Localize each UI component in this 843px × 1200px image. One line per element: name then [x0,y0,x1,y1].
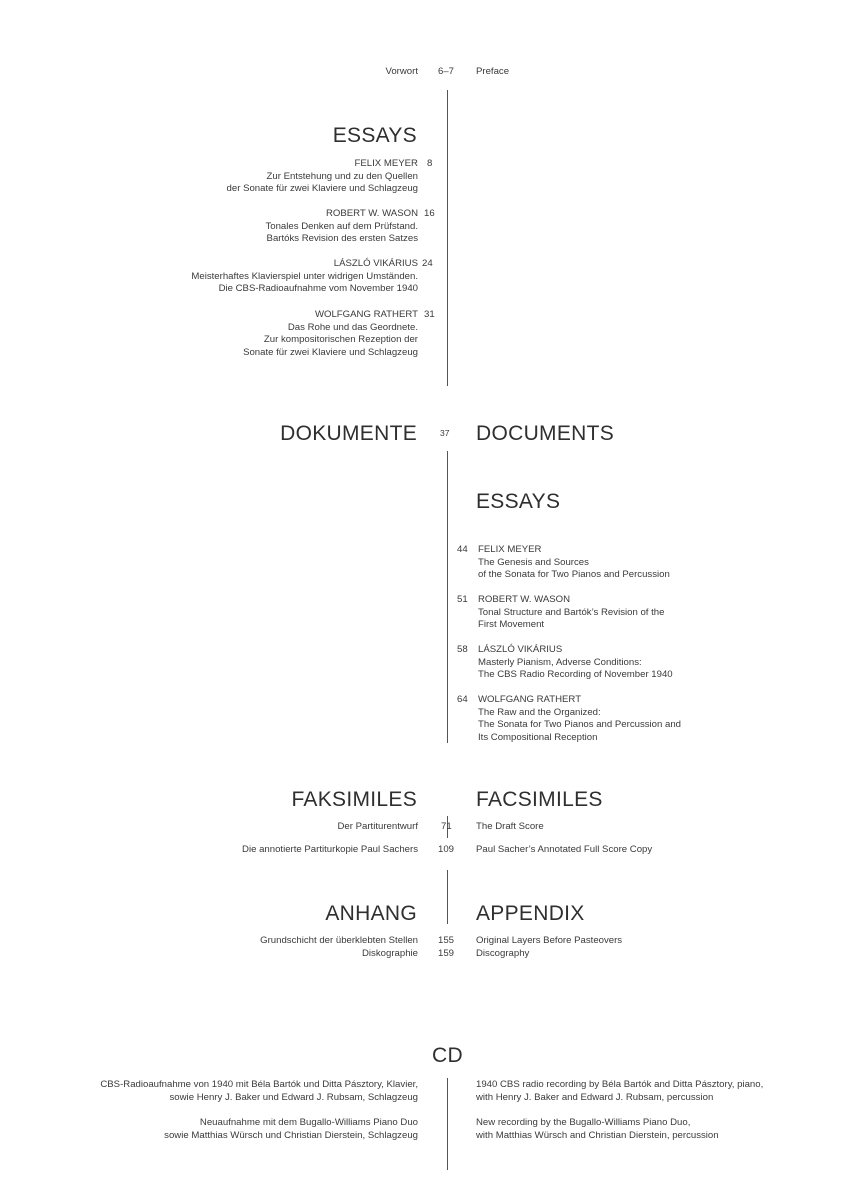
essay-author: FELIX MEYER [478,544,542,555]
essay-title-line: Die CBS-Radioaufnahme vom November 1940 [218,283,418,294]
essay-page: 58 [457,644,468,655]
essay-author: ROBERT W. WASON [478,594,571,605]
divider-line-appendix [447,870,448,924]
appendix-title-en: Discography [476,948,530,959]
cd-entry-en [476,1079,763,1104]
essay-title-line: Masterly Pianism, Adverse Conditions: [478,656,642,668]
essay-author: LÁSZLÓ VIKÁRIUS [333,258,418,269]
essay-entry-en [478,544,670,582]
appendix-page: 159 [438,948,455,959]
essay-entry-de [243,309,418,359]
essay-page: 64 [457,694,468,705]
facsimile-title-en: Paul Sacher’s Annotated Full Score Copy [476,844,653,855]
cd-line: with Henry J. Baker and Edward J. Rubsam, percussion [476,1091,714,1103]
facsimile-title-de: Der Partiturentwurf [337,821,418,832]
essay-author: ROBERT W. WASON [325,208,418,219]
essay-title-line: The Genesis and Sources [478,556,589,568]
essay-title-line: der Sonate für zwei Klaviere und Schlagzeug [226,183,418,194]
cd-heading: CD [432,1044,463,1067]
cd-line: sowie Henry J. Baker und Edward J. Rubsam, Schlagzeug [169,1091,418,1103]
divider-line-cd [447,1078,448,1170]
appendix-title-en: Original Layers Before Pasteovers [476,935,623,946]
cd-line: New recording by the Bugallo-Williams Piano Duo, [476,1117,691,1128]
essay-title-line: Das Rohe und das Geordnete. [287,321,418,333]
essay-page: 24 [422,258,433,269]
essay-title-line: Tonal Structure and Bartók’s Revision of the [478,606,665,618]
essay-entry-en [478,694,681,744]
documents-heading-en: DOCUMENTS [476,422,615,445]
cd-entry-de [164,1117,418,1142]
essay-page: 31 [424,309,435,320]
facsimile-title-en: The Draft Score [476,821,544,832]
cd-entry-de [100,1079,418,1104]
cd-line: 1940 CBS radio recording by Béla Bartók and Ditta Pásztory, piano, [476,1079,764,1090]
appendix-title-de: Diskographie [362,948,418,959]
documents-page: 37 [440,428,450,438]
essay-entry-en [478,644,673,682]
essay-title-line: Tonales Denken auf dem Prüfstand. [265,220,418,232]
essay-entry-de [191,258,418,296]
cd-line: with Matthias Würsch and Christian Dierstein, percussion [476,1129,719,1141]
preface-en: Preface [476,66,510,77]
preface-pages: 6–7 [438,66,455,77]
essay-author: WOLFGANG RATHERT [478,694,582,705]
divider-line-top [447,90,448,386]
essay-page: 8 [427,158,433,169]
cd-line: sowie Matthias Würsch und Christian Dierstein, Schlagzeug [164,1129,418,1141]
essay-title-line: The Raw and the Organized: [478,706,601,718]
essay-title-line: Its Compositional Reception [478,731,598,743]
essay-author: WOLFGANG RATHERT [314,309,418,320]
essay-entry-en [478,594,664,632]
essay-title-line: Bartóks Revision des ersten Satzes [266,233,418,244]
essay-title-line: The Sonata for Two Pianos and Percussion and [478,719,682,730]
facsimile-page: 71 [441,821,452,832]
facsimiles-heading-en: FACSIMILES [476,788,603,811]
essays-heading-de: ESSAYS [332,124,417,147]
essays-heading-en: ESSAYS [476,490,561,513]
appendix-heading-en: APPENDIX [476,902,585,925]
essay-entry-de [265,208,418,246]
essay-title-line: of the Sonata for Two Pianos and Percussion [478,569,670,580]
preface-de: Vorwort [385,66,418,77]
essay-author: FELIX MEYER [354,158,418,169]
appendix-title-de: Grundschicht der überklebten Stellen [260,935,418,946]
essay-page: 51 [457,594,468,605]
appendix-page: 155 [438,935,455,946]
facsimile-title-de: Die annotierte Partiturkopie Paul Sachers [242,844,418,855]
cd-line: Neuaufnahme mit dem Bugallo-Williams Piano Duo [199,1117,418,1128]
essay-title-line: The CBS Radio Recording of November 1940 [478,669,673,680]
documents-heading-de: DOKUMENTE [280,422,417,445]
cd-entry-en [476,1117,719,1142]
essay-page: 44 [457,544,468,555]
essay-title-line: Sonate für zwei Klaviere und Schlagzeug [243,346,418,358]
cd-line: CBS-Radioaufnahme von 1940 mit Béla Bartók und Ditta Pásztory, Klavier, [100,1079,418,1090]
essay-title-line: First Movement [478,619,545,630]
divider-line-documents [447,451,448,743]
appendix-heading-de: ANHANG [325,902,417,925]
facsimile-page: 109 [438,844,455,855]
facsimiles-heading-de: FAKSIMILES [291,788,417,811]
essay-title-line: Zur kompositorischen Rezeption der [263,334,418,345]
essay-entry-de [227,158,418,196]
essay-title-line: Meisterhaftes Klavierspiel unter widrigen Umständen. [191,270,418,282]
essay-page: 16 [424,208,435,219]
essay-title-line: Zur Entstehung und zu den Quellen [266,170,418,182]
essay-author: LÁSZLÓ VIKÁRIUS [478,644,563,655]
